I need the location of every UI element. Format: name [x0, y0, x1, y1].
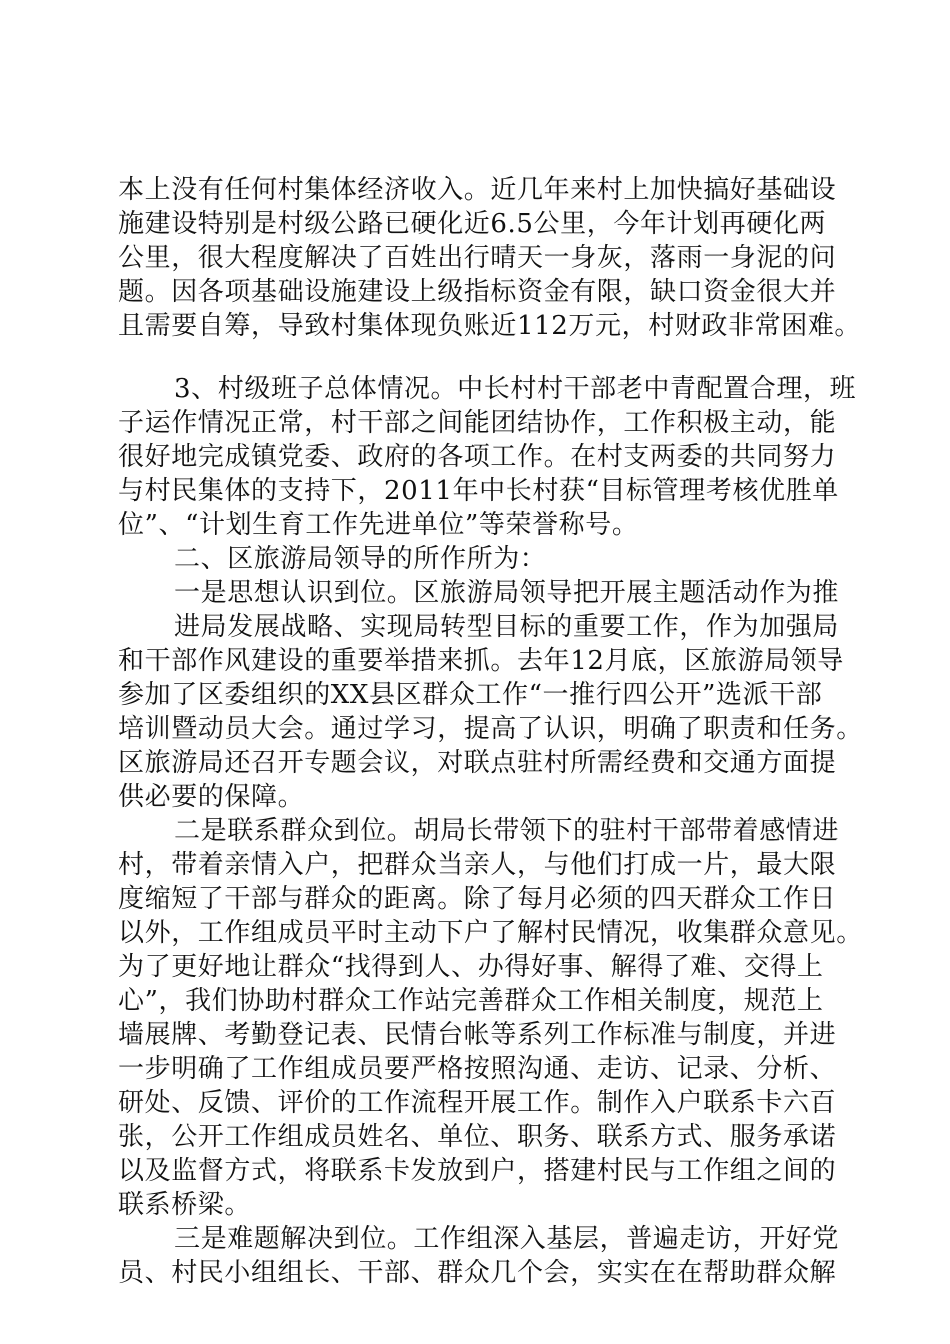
text-line: 墙展牌、考勤登记表、民情台帐等系列工作标准与制度，并进	[118, 1020, 837, 1050]
text-line: 与村民集体的支持下，2011年中长村获“目标管理考核优胜单	[118, 476, 839, 506]
text-line: 题。因各项基础设施建设上级指标资金有限，缺口资金很大并	[118, 277, 837, 307]
text-line: 二是联系群众到位。胡局长带领下的驻村干部带着感情进	[174, 816, 840, 846]
text-line: 供必要的保障。	[118, 782, 305, 812]
text-line: 研处、反馈、评价的工作流程开展工作。制作入户联系卡六百	[118, 1088, 837, 1118]
text-line: 联系桥梁。	[118, 1190, 252, 1220]
text-line: 心”，我们协助村群众工作站完善群众工作相关制度，规范上	[118, 986, 824, 1016]
text-line: 培训暨动员大会。通过学习，提高了认识，明确了职责和任务。	[118, 714, 863, 744]
text-line: 很好地完成镇党委、政府的各项工作。在村支两委的共同努力	[118, 442, 837, 472]
text-line: 进局发展战略、实现局转型目标的重要工作，作为加强局	[174, 612, 840, 642]
text-line: 子运作情况正常，村干部之间能团结协作，工作积极主动，能	[118, 408, 837, 438]
text-line: 一是思想认识到位。区旅游局领导把开展主题活动作为推	[174, 578, 840, 608]
text-line: 一步明确了工作组成员要严格按照沟通、走访、记录、分析、	[118, 1054, 837, 1084]
text-line: 施建设特别是村级公路已硬化近6.5公里，今年计划再硬化两	[118, 209, 827, 239]
text-line: 3、村级班子总体情况。中长村村干部老中青配置合理，班	[174, 374, 857, 404]
text-line: 张，公开工作组成员姓名、单位、职务、联系方式、服务承诺	[118, 1122, 837, 1152]
text-line: 员、村民小组组长、干部、群众几个会，实实在在帮助群众解	[118, 1258, 837, 1288]
text-line: 公里，很大程度解决了百姓出行晴天一身灰，落雨一身泥的问	[118, 243, 837, 273]
section-heading: 二、区旅游局领导的所作所为：	[174, 544, 547, 574]
text-line: 以及监督方式，将联系卡发放到户，搭建村民与工作组之间的	[118, 1156, 837, 1186]
text-line: 位”、“计划生育工作先进单位”等荣誉称号。	[118, 510, 639, 540]
text-line: 度缩短了干部与群众的距离。除了每月必须的四天群众工作日	[118, 884, 837, 914]
text-line: 为了更好地让群众“找得到人、办得好事、解得了难、交得上	[118, 952, 824, 982]
text-line: 且需要自筹，导致村集体现负账近112万元，村财政非常困难。	[118, 311, 862, 341]
text-line: 参加了区委组织的XX县区群众工作“一推行四公开”选派干部	[118, 680, 823, 710]
text-line: 三是难题解决到位。工作组深入基层，普遍走访，开好党	[174, 1224, 840, 1254]
text-line: 区旅游局还召开专题会议，对联点驻村所需经费和交通方面提	[118, 748, 837, 778]
text-line: 和干部作风建设的重要举措来抓。去年12月底，区旅游局领导	[118, 646, 844, 676]
text-line: 本上没有任何村集体经济收入。近几年来村上加快搞好基础设	[118, 175, 837, 205]
text-line: 村，带着亲情入户，把群众当亲人，与他们打成一片，最大限	[118, 850, 837, 880]
text-line: 以外，工作组成员平时主动下户了解村民情况，收集群众意见。	[118, 918, 863, 948]
